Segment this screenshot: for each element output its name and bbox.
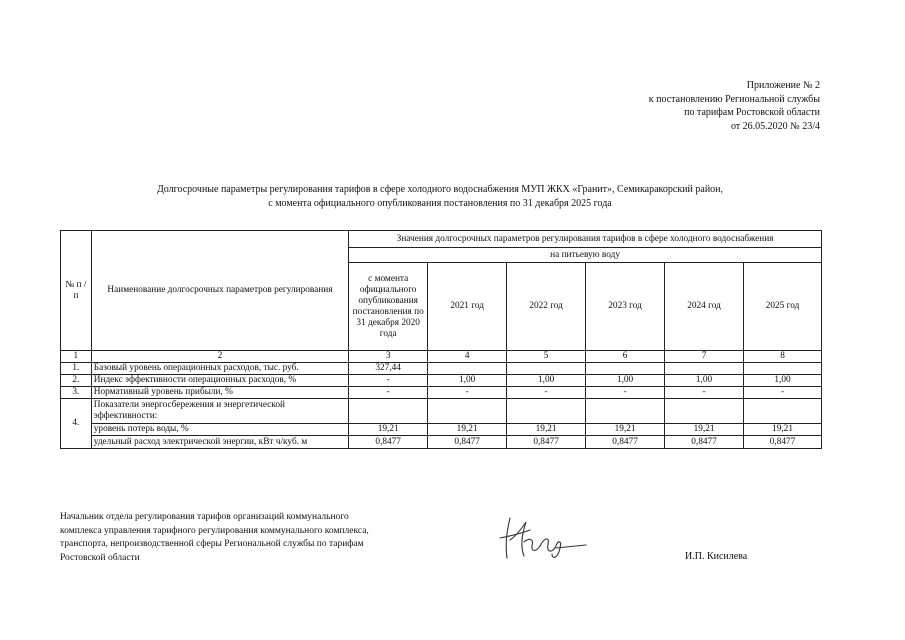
- table-row: [61, 436, 822, 449]
- table-row: [61, 424, 822, 436]
- row-value: 19,21: [349, 424, 428, 436]
- appendix-line: к постановлению Региональной службы: [648, 93, 820, 105]
- row-value: [428, 399, 507, 424]
- row-value: 19,21: [665, 424, 744, 436]
- row-value: [665, 363, 744, 375]
- row-value: -: [744, 387, 822, 399]
- appendix-header: [649, 79, 820, 133]
- row-name: Нормативный уровень прибыли, %: [91, 387, 348, 399]
- header-period: 2024 год: [665, 263, 744, 351]
- signatory-name: И.П. Кисилева: [685, 551, 748, 562]
- column-index: 3: [349, 351, 428, 363]
- header-num: № п /п: [61, 231, 92, 351]
- row-value: [586, 399, 665, 424]
- row-num: 1.: [61, 363, 92, 375]
- row-value: 19,21: [507, 424, 586, 436]
- row-num: 4.: [61, 399, 92, 449]
- position-line: транспорта, непроизводственной сферы Региональной службы по тарифам: [60, 539, 364, 549]
- column-index-row: [61, 351, 822, 363]
- signatory-position: [60, 511, 420, 565]
- appendix-line: Приложение № 2: [746, 80, 820, 91]
- row-value: 19,21: [586, 424, 665, 436]
- row-value: 1,00: [428, 375, 507, 387]
- row-num: 3.: [61, 387, 92, 399]
- row-value: 327,44: [349, 363, 428, 375]
- header-group: Значения долгосрочных параметров регулирования тарифов в сфере холодного водоснабжения: [349, 231, 822, 248]
- row-value: [665, 399, 744, 424]
- row-value: -: [586, 387, 665, 399]
- column-index: 5: [507, 351, 586, 363]
- row-value: [507, 363, 586, 375]
- row-value: 19,21: [744, 424, 822, 436]
- row-name: удельный расход электрической энергии, кВт ч/куб. м: [91, 436, 348, 449]
- table-row: [61, 375, 822, 387]
- header-period: 2022 год: [507, 263, 586, 351]
- position-line: Начальник отдела регулирования тарифов организаций коммунального: [60, 512, 349, 522]
- column-index: 4: [428, 351, 507, 363]
- row-value: 0,8477: [586, 436, 665, 449]
- row-value: 0,8477: [428, 436, 507, 449]
- column-index: 2: [91, 351, 348, 363]
- row-value: [744, 363, 822, 375]
- row-value: -: [349, 387, 428, 399]
- header-name: Наименование долгосрочных параметров регулирования: [91, 231, 348, 351]
- header-period: с момента официального опубликования постановления по 31 декабря 2020 года: [349, 263, 428, 351]
- row-value: [349, 399, 428, 424]
- document-title: [60, 183, 820, 210]
- parameters-table: [60, 230, 822, 449]
- column-index: 1: [61, 351, 92, 363]
- header-period: 2023 год: [586, 263, 665, 351]
- title-line: с момента официального опубликования постановления по 31 декабря 2025 года: [268, 197, 612, 209]
- row-value: [428, 363, 507, 375]
- table-header-row: [61, 231, 822, 248]
- row-value: 0,8477: [349, 436, 428, 449]
- row-value: 1,00: [744, 375, 822, 387]
- header-period: 2025 год: [744, 263, 822, 351]
- column-index: 8: [744, 351, 822, 363]
- row-value: -: [507, 387, 586, 399]
- row-value: [586, 363, 665, 375]
- row-name: Индекс эффективности операционных расходов, %: [91, 375, 348, 387]
- row-name: Показатели энергосбережения и энергетической эффективности:: [91, 399, 348, 424]
- row-value: [507, 399, 586, 424]
- row-num: 2.: [61, 375, 92, 387]
- table-row: [61, 363, 822, 375]
- title-line: Долгосрочные параметры регулирования тарифов в сфере холодного водоснабжения МУП ЖКХ «Гранит», Семикаракорский район,: [156, 184, 724, 195]
- row-value: -: [428, 387, 507, 399]
- column-index: 6: [586, 351, 665, 363]
- position-line: комплекса управления тарифного регулирования коммунального комплекса,: [60, 525, 369, 536]
- header-period: 2021 год: [428, 263, 507, 351]
- row-value: 0,8477: [507, 436, 586, 449]
- column-index: 7: [665, 351, 744, 363]
- row-value: 0,8477: [665, 436, 744, 449]
- row-value: 19,21: [428, 424, 507, 436]
- header-subgroup: на питьевую воду: [349, 248, 822, 263]
- handwritten-signature: [496, 512, 588, 562]
- row-value: 1,00: [665, 375, 744, 387]
- row-value: -: [349, 375, 428, 387]
- table-row: [61, 399, 822, 424]
- appendix-line: по тарифам Ростовской области: [684, 107, 820, 118]
- appendix-line: от 26.05.2020 № 23/4: [730, 120, 820, 132]
- position-line: Ростовской области: [60, 552, 140, 563]
- row-value: -: [665, 387, 744, 399]
- row-value: 0,8477: [744, 436, 822, 449]
- row-name: Базовый уровень операционных расходов, тыс. руб.: [91, 363, 348, 375]
- row-name: уровень потерь воды, %: [91, 424, 348, 436]
- row-value: 1,00: [507, 375, 586, 387]
- row-value: 1,00: [586, 375, 665, 387]
- table-row: [61, 387, 822, 399]
- row-value: [744, 399, 822, 424]
